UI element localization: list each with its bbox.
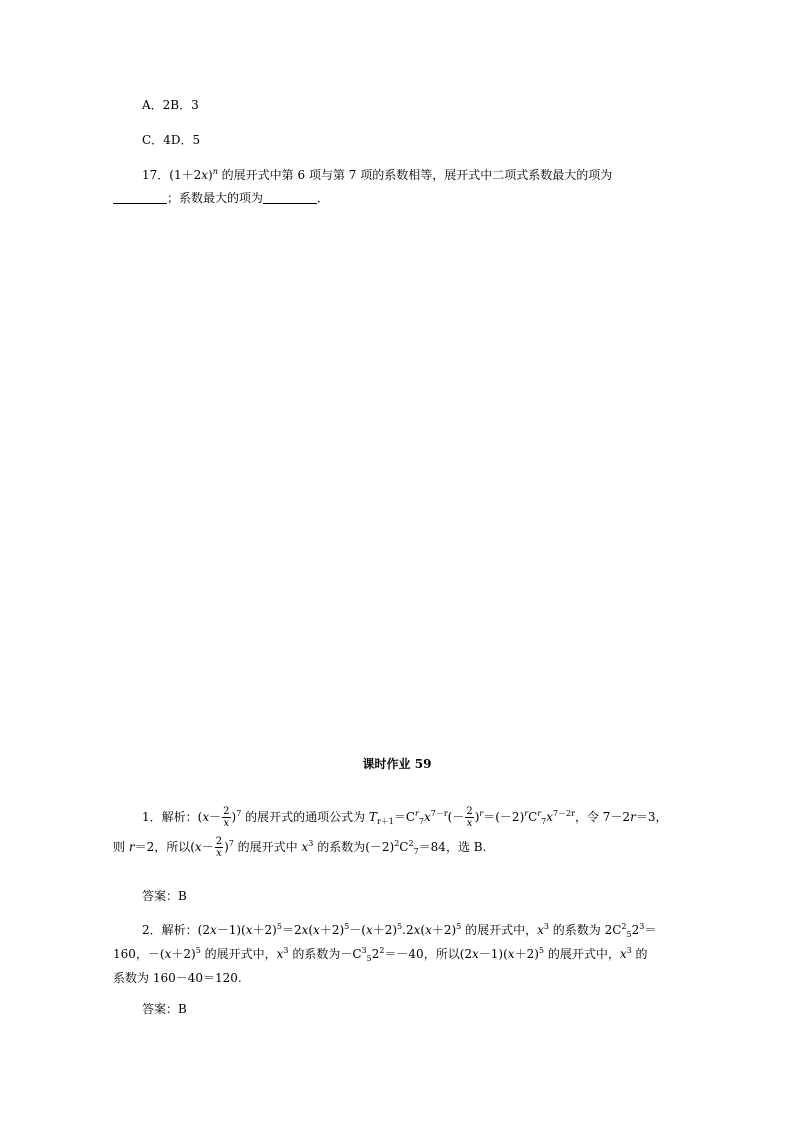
section-title: 课时作业 59	[362, 757, 432, 771]
answer-1-line-1: 1．解析：(x－ $\frac{2}{x}$ )$^7$ 的展开式的通项公式为 $T_{r+1}=C^r_7x^{7-r}(-$ $\frac{2}{x}$ )$^r=(-2)^rC^r_7x^{7-2r}$，令 7－2r＝3，	[142, 806, 668, 829]
answer-2-line-1: 2．解析：$(2x-1)(x+2)^5=2x(x+2)^5-(x+2)^5.2x(x+2)^5$ 的展开式中，$x^3$ 的系数为 $2C^2_52^3=$	[142, 922, 657, 939]
answer-2-result: 答案：B	[142, 1002, 187, 1016]
fraction-2-over-x-3: $\frac{2}{x}$	[215, 836, 223, 859]
answer-blank-1[interactable]	[113, 192, 167, 204]
answer-blank-2[interactable]	[263, 192, 317, 204]
fraction-2-over-x-2: $\frac{2}{x}$	[466, 806, 473, 829]
question-17-line-1: 17．$(1+2x)^n$ 的展开式中第 6 项与第 7 项的系数相等，展开式中二项式系数最大的项为	[142, 167, 613, 182]
answer-2-line-3: 系数为 160－40＝120.	[113, 971, 242, 985]
question-17-line-2: ；系数最大的项为 ．	[113, 190, 329, 206]
answer-1-result: 答案：B	[142, 889, 187, 903]
answer-1-line-2: 则 r＝2，所以(x－ $\frac{2}{x}$ )$^7$ 的展开式中 $x^3$ 的系数为$(-2)^2C^2_7=84$，选 B.	[113, 836, 487, 859]
answer-2-line-2: 160，$-(x+2)^5$ 的展开式中，$x^3$ 的系数为$-C^3_52^2=-40$，所以$(2x-1)(x+2)^5$ 的展开式中，$x^3$ 的	[113, 946, 648, 963]
fraction-2-over-x: $\frac{2}{x}$	[223, 806, 230, 829]
option-line-c-d: C．4D．5	[142, 133, 201, 147]
option-line-a-b: A．2B．3	[142, 98, 199, 112]
